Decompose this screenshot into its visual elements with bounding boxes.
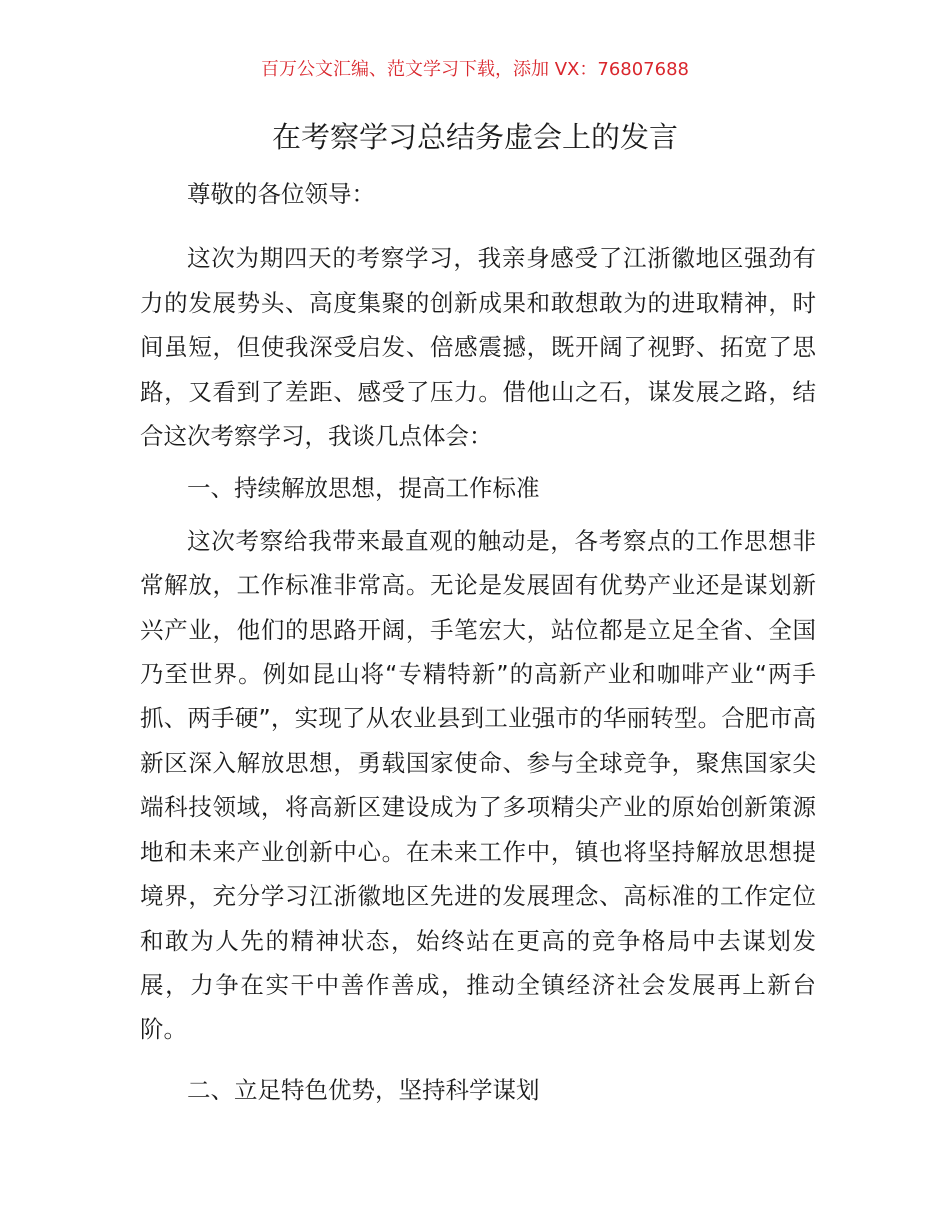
- intro-paragraph: 这次为期四天的考察学习，我亲身感受了江浙徽地区强劲有力的发展势头、高度集聚的创新成果和敢想敢为的进取精神，时间虽短，但使我深受启发、倍感震撼，既开阔了视野、拓宽了思路，又看到了差距、感受了压力。借他山之石，谋发展之路，结合这次考察学习，我谈几点体会：: [140, 244, 816, 451]
- section-1-paragraph: 这次考察给我带来最直观的触动是，各考察点的工作思想非常解放，工作标准非常高。无论是发展固有优势产业还是谋划新兴产业，他们的思路开阔，手笔宏大，站位都是立足全省、全国乃至世界。例如昆山将“专精特新”的高新产业和咖啡产业“两手抓、两手硬”，实现了从农业县到工业强市的华丽转型。合肥市高新区深入解放思想，勇载国家使命、参与全球竞争，聚焦国家尖端科技领域，将高新区建设成为了多项精尖产业的原始创新策源地和未来产业创新中心。在未来工作中，镇也将坚持解放思想提境界，充分学习江浙徽地区先进的发展理念、高标准的工作定位和敢为人先的精神状态，始终站在更高的竞争格局中去谋划发展，力争在实干中善作善成，推动全镇经济社会发展再上新台阶。: [140, 526, 816, 1044]
- section-1-heading: 一、持续解放思想，提高工作标准: [187, 474, 540, 503]
- section-2-heading: 二、立足特色优势，坚持科学谋划: [187, 1075, 540, 1104]
- salutation: 尊敬的各位领导：: [187, 180, 375, 208]
- document-title: 在考察学习总结务虚会上的发言: [271, 120, 678, 154]
- document-body: [140, 172, 816, 1120]
- watermark-header: 百万公文汇编、范文学习下载，添加 VX：76807688: [261, 59, 689, 80]
